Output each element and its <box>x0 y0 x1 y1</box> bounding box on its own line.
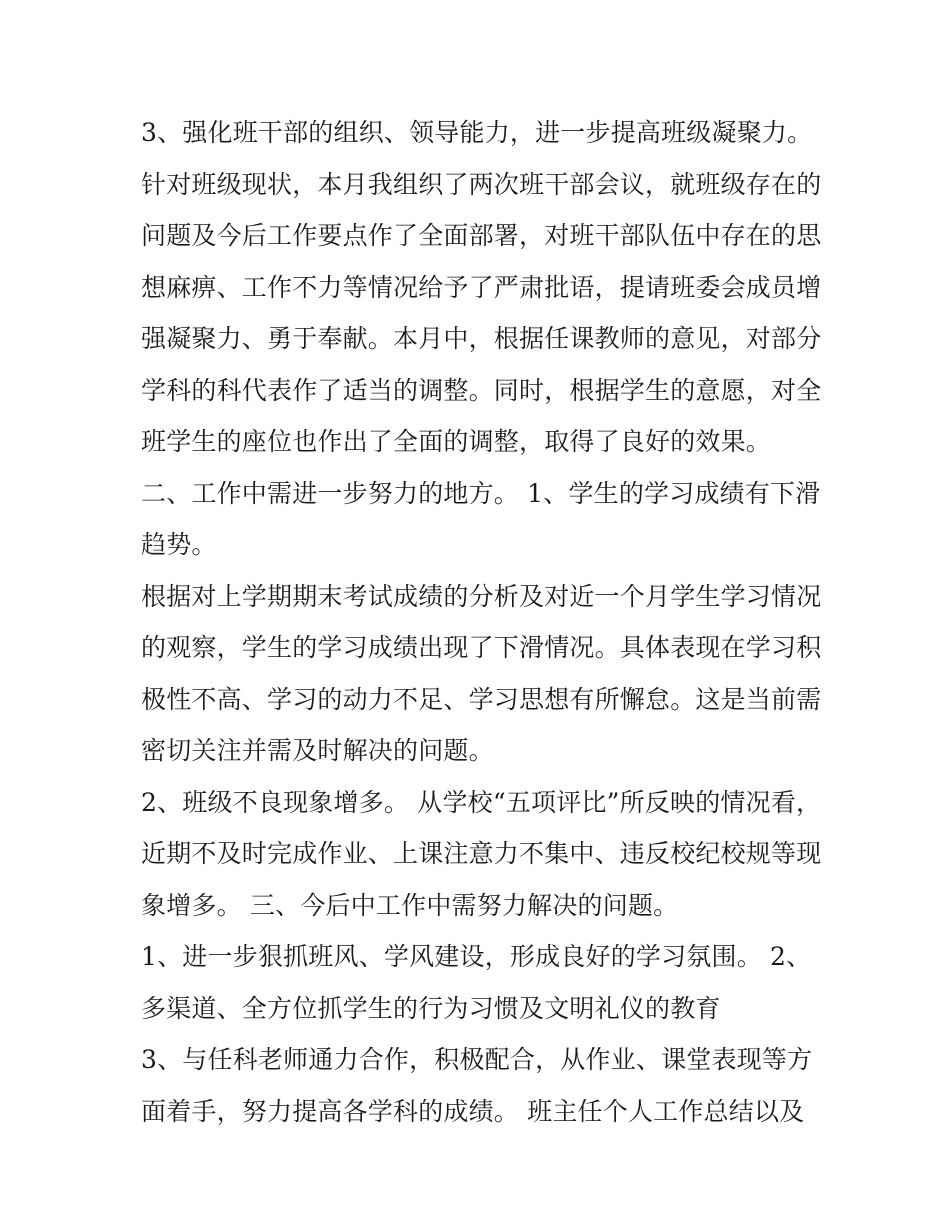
text-line: 趋势。 <box>141 530 217 559</box>
text-line: 2、班级不良现象增多。 从学校“五项评比”所反映的情况看， <box>141 787 822 817</box>
text-line: 想麻痹、工作不力等情况给予了严肃批语，提请班委会成员增 <box>141 272 822 302</box>
text-line: 3、与任科老师通力合作，积极配合，从作业、课堂表现等方 <box>141 1045 813 1074</box>
text-line: 二、工作中需进一步努力的地方。 1、学生的学习成绩有下滑 <box>141 478 821 508</box>
text-line: 的观察，学生的学习成绩出现了下滑情况。具体表现在学习积 <box>141 633 822 662</box>
text-line: 强凝聚力、勇于奉献。本月中，根据任课教师的意见，对部分 <box>141 324 822 353</box>
text-line: 学科的科代表作了适当的调整。同时，根据学生的意愿，对全 <box>141 375 822 405</box>
text-line: 象增多。 三、今后中工作中需努力解决的问题。 <box>141 890 679 920</box>
text-line: 密切关注并需及时解决的问题。 <box>141 736 494 765</box>
text-line: 极性不高、学习的动力不足、学习思想有所懈怠。这是当前需 <box>141 684 822 714</box>
text-line: 针对班级现状，本月我组织了两次班干部会议，就班级存在的 <box>141 169 822 199</box>
text-line: 班学生的座位也作出了全面的调整，取得了良好的效果。 <box>141 427 772 456</box>
text-line: 近期不及时完成作业、上课注意力不集中、违反校纪校规等现 <box>141 839 822 868</box>
document-body <box>141 107 821 1137</box>
text-line: 多渠道、全方位抓学生的行为习惯及文明礼仪的教育 <box>141 993 721 1023</box>
text-line: 根据对上学期期末考试成绩的分析及对近一个月学生学习情况 <box>141 581 822 611</box>
text-line: 问题及今后工作要点作了全面部署，对班干部队伍中存在的思 <box>141 221 822 250</box>
text-line: 1、进一步狠抓班风、学风建设，形成良好的学习氛围。 2、 <box>141 942 812 971</box>
text-line: 面着手，努力提高各学科的成绩。 班主任个人工作总结以及 <box>141 1096 805 1126</box>
text-line: 3、强化班干部的组织、领导能力，进一步提高班级凝聚力。 <box>141 118 813 147</box>
